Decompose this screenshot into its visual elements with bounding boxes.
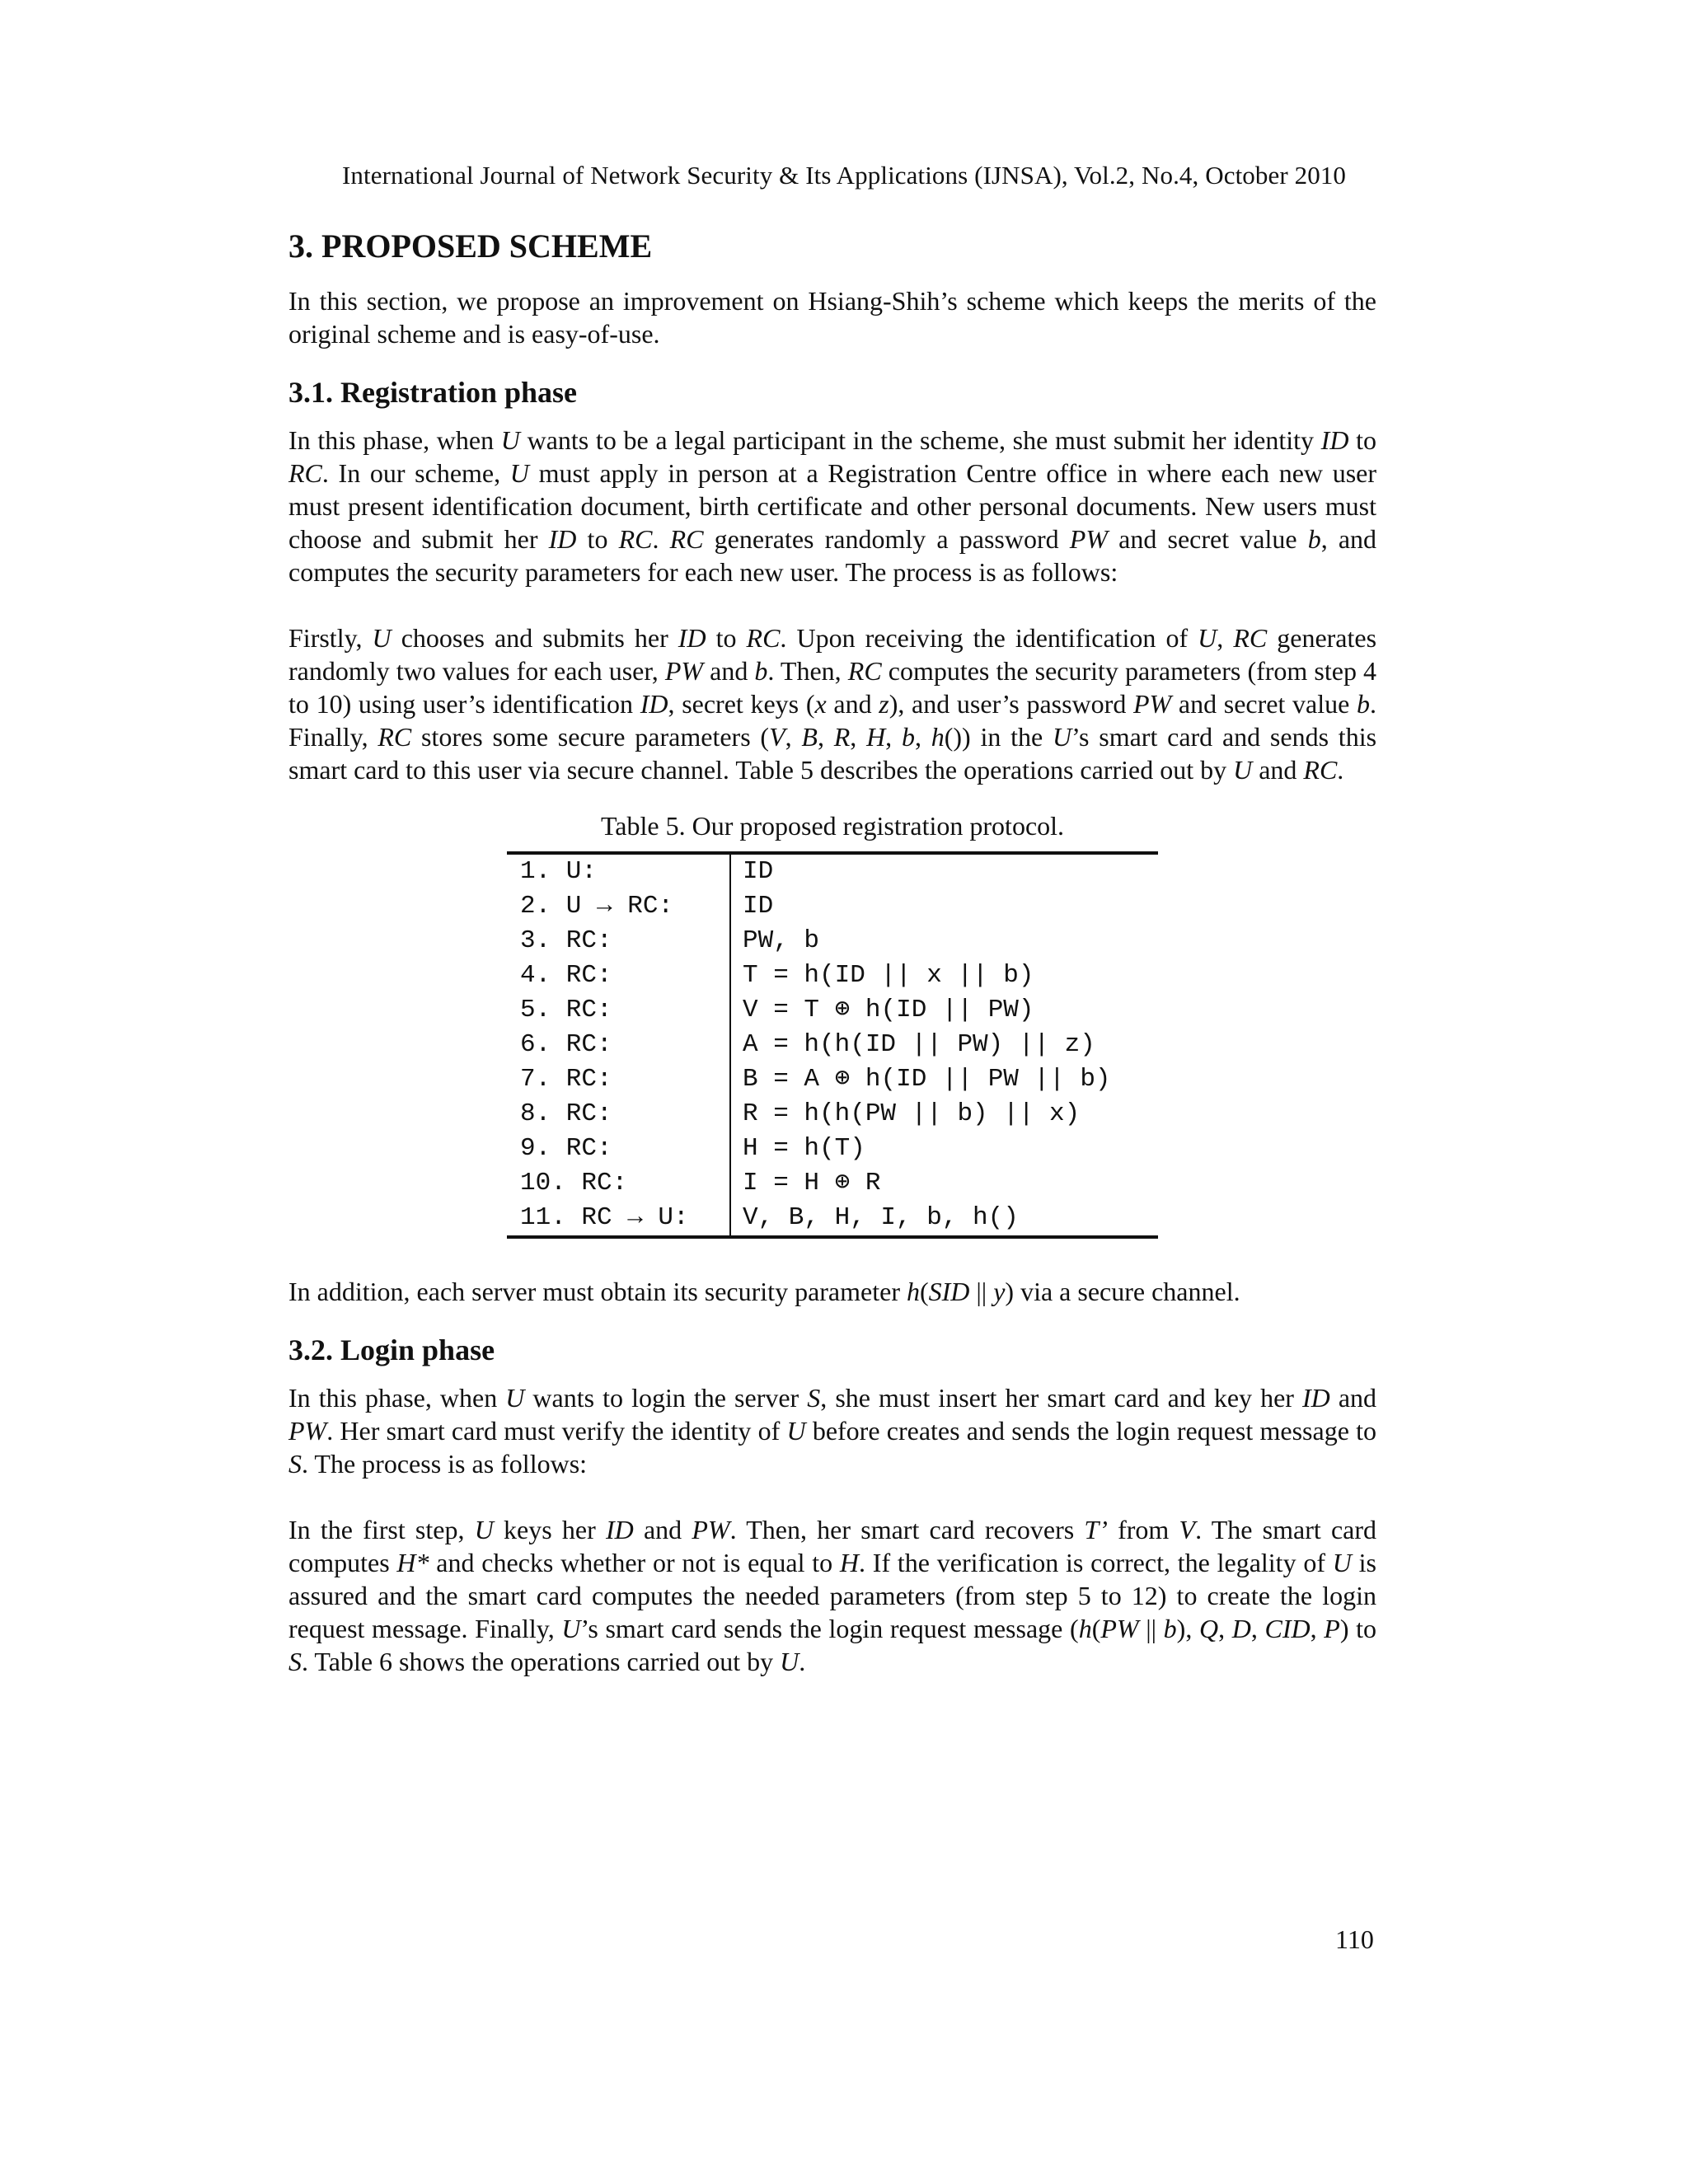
table-row [507, 853, 1158, 889]
italic-term: RC [618, 524, 653, 555]
italic-term: b [1307, 524, 1321, 555]
italic-term: SID [928, 1277, 970, 1307]
italic-term: T’ [1084, 1515, 1108, 1545]
italic-term: H [839, 1548, 860, 1578]
protocol-operation: B = A ⊕ h(ID || PW || b) [743, 1065, 1111, 1094]
protocol-step: 6. RC: [507, 1028, 730, 1062]
protocol-operation: ID [743, 857, 774, 887]
table-row [507, 1166, 1158, 1201]
italic-term: b [1357, 689, 1371, 719]
table-row [507, 1028, 1158, 1062]
registration-protocol-rows [507, 853, 1158, 1237]
protocol-operation: I = H ⊕ R [743, 1169, 881, 1198]
italic-term: D [1231, 1614, 1251, 1644]
italic-term: RC [1303, 755, 1338, 785]
table-row [507, 1132, 1158, 1166]
italic-term: V [1179, 1515, 1196, 1545]
italic-term: U [505, 1383, 525, 1413]
italic-term: U [1332, 1548, 1352, 1578]
italic-term: U [561, 1614, 581, 1644]
italic-term: PW [664, 656, 704, 687]
italic-term: B [801, 722, 818, 752]
italic-term: U [786, 1416, 806, 1446]
page-content [288, 227, 1376, 1678]
section-title-s: S [509, 227, 528, 265]
protocol-step: 4. RC: [507, 958, 730, 993]
italic-term: U [372, 623, 392, 654]
italic-term: RC [377, 722, 412, 752]
protocol-step: 7. RC: [507, 1062, 730, 1097]
login-heading: 3.2. Login phase [288, 1333, 495, 1367]
registration-paragraph-3: In addition, each server must obtain its security parameter h(SID || y) via a secure channel. [288, 1277, 1240, 1307]
italic-term: V [769, 722, 785, 752]
italic-term: U [500, 425, 520, 456]
italic-term: PW [1100, 1614, 1139, 1644]
italic-term: RC [669, 524, 704, 555]
login-paragraph-2: In the first step, U keys her ID and PW. Then, her smart card recovers T’ from V. The smart card computes H* and checks whether or not is equal to H. If the verification is correct, the legality of U is assured and the smart card computes the needed parameters (from step 5 to 12) to create the login request message. Finally, U’s smart card sends the login request message (h(PW || b), Q, D, CID, P) to S. Table 6 shows the operations carried out by U. [288, 1515, 1377, 1677]
protocol-operation: PW, b [743, 926, 820, 956]
italic-term: RC [1233, 623, 1268, 654]
italic-term: PW [1069, 524, 1108, 555]
table-caption: Table 5. Our proposed registration protocol. [600, 811, 1065, 841]
italic-term: z [879, 689, 889, 719]
protocol-step: 8. RC: [507, 1097, 730, 1132]
section-intro: In this section, we propose an improvement on Hsiang-Shih’s scheme which keeps the merits of the original scheme and is easy-of-use. [288, 286, 1376, 349]
protocol-operation: A = h(h(ID || PW) || z) [743, 1030, 1095, 1060]
running-header: International Journal of Network Security & Its Applications (IJNSA), Vol.2, No.4, October 2010 [341, 161, 1347, 190]
protocol-step: 9. RC: [507, 1132, 730, 1166]
protocol-operation: R = h(h(PW || b) || x) [743, 1099, 1081, 1129]
italic-term: S [288, 1647, 302, 1677]
protocol-step: 1. U: [507, 853, 730, 889]
registration-paragraph-2: Firstly, U chooses and submits her ID to RC. Upon receiving the identification of U, RC generates randomly two values for each user, PW and b. Then, RC computes the security parameters (from step 4 to 10) using user’s identification ID, secret keys (x and z), and user’s password PW and secret value b. Finally, RC stores some secure parameters (V, B, R, H, b, h()) in the U’s smart card and sends this smart card to this user via secure channel. Table 5 describes the operations carried out by U and RC. [288, 623, 1377, 785]
protocol-operation: ID [743, 892, 774, 921]
italic-term: b [754, 656, 768, 687]
section-title-p: P [321, 227, 342, 265]
table-row [507, 1062, 1158, 1097]
italic-term: U [1053, 722, 1072, 752]
protocol-operation: V, B, H, I, b, h() [743, 1203, 1019, 1233]
italic-term: RC [746, 623, 781, 654]
italic-term: ID [548, 524, 577, 555]
italic-term: ID [640, 689, 668, 719]
registration-heading: 3.1. Registration phase [288, 376, 577, 409]
italic-term: PW [692, 1515, 730, 1545]
protocol-operation: H = h(T) [743, 1134, 865, 1164]
italic-term: U [474, 1515, 494, 1545]
italic-term: S [288, 1449, 302, 1479]
protocol-operation: T = h(ID || x || b) [743, 961, 1034, 991]
italic-term: R [833, 722, 851, 752]
registration-protocol-table [507, 851, 1158, 1239]
table-row [507, 993, 1158, 1028]
italic-term: y [993, 1277, 1006, 1307]
italic-term: U [509, 458, 529, 489]
table-row [507, 958, 1158, 993]
italic-term: U [1198, 623, 1217, 654]
italic-term: RC [288, 458, 322, 489]
table-row [507, 1097, 1158, 1132]
table-row [507, 889, 1158, 924]
italic-term: x [814, 689, 827, 719]
protocol-step: 10. RC: [507, 1166, 730, 1201]
italic-term: ID [678, 623, 706, 654]
section-number: 3. [288, 227, 313, 265]
italic-term: RC [847, 656, 882, 687]
italic-term: U [1233, 755, 1253, 785]
italic-term: ID [1302, 1383, 1330, 1413]
registration-paragraph-1: In this phase, when U wants to be a legal participant in the scheme, she must submit her identity ID to RC. In our scheme, U must apply in person at a Registration Centre office in where each new user must present identification document, birth certificate and other personal documents. New users must choose and submit her ID to RC. RC generates randomly a password PW and secret value b, and computes the security parameters for each new user. The process is as follows: [288, 425, 1377, 588]
italic-term: Q [1198, 1614, 1219, 1644]
italic-term: S [807, 1383, 821, 1413]
table-row [507, 1201, 1158, 1237]
protocol-step: 3. RC: [507, 924, 730, 958]
section-title [288, 227, 1376, 266]
protocol-step: 2. U → RC: [507, 889, 730, 924]
italic-term: ID [1320, 425, 1349, 456]
italic-term: b [1163, 1614, 1177, 1644]
italic-term: ID [605, 1515, 634, 1545]
italic-term: h [931, 722, 945, 752]
italic-term: h [906, 1277, 920, 1307]
protocol-operation: V = T ⊕ h(ID || PW) [743, 996, 1034, 1025]
table-row [507, 924, 1158, 958]
italic-term: b [901, 722, 915, 752]
protocol-step: 5. RC: [507, 993, 730, 1028]
protocol-step: 11. RC → U: [507, 1201, 730, 1237]
login-paragraph-1: In this phase, when U wants to login the server S, she must insert her smart card and key her ID and PW. Her smart card must verify the identity of U before creates and sends the login request message to S. The process is as follows: [288, 1383, 1377, 1479]
italic-term: PW [288, 1416, 327, 1446]
italic-term: H* [396, 1548, 429, 1578]
italic-term: h [1078, 1614, 1092, 1644]
page-number: 110 [1335, 1924, 1374, 1954]
italic-term: U [780, 1647, 799, 1677]
section-title-cheme: CHEME [528, 227, 653, 265]
italic-term: CID [1264, 1614, 1311, 1644]
italic-term: H [866, 722, 886, 752]
italic-term: PW [1133, 689, 1172, 719]
section-title-roposed: ROPOSED [341, 227, 509, 265]
italic-term: P [1324, 1614, 1340, 1644]
